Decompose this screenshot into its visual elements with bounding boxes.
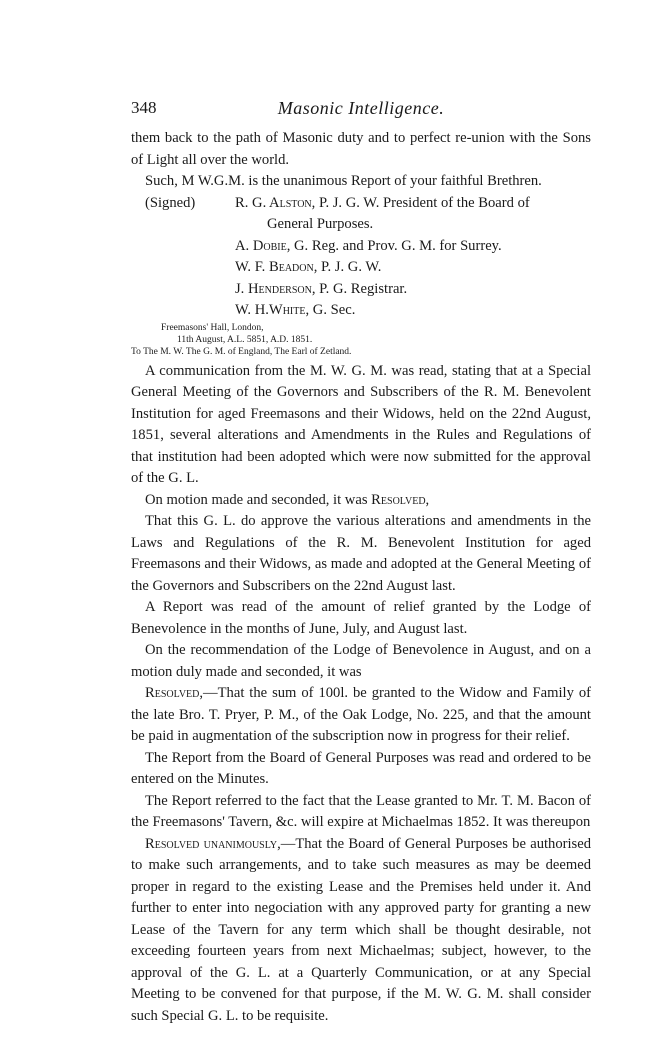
- resolution-text: —That the Board of General Purposes be authorised to make such arrangements, and to take such measures as may be deemed proper in regard to the existing Lease and the Premises held under it. And further to enter into negociation with any approved party for granting a new Lease of the Tavern for any term which shall be thought desirable, not exceeding fourteen years from next Michaelmas; subject, however, to the approval of the G. L. at a Quarterly Communication, or at any Special Meeting to be convened for that purpose, if the M. W. G. M. shall consider such Special G. L. to be requisite.: [131, 835, 592, 1024]
- address-line: Freemasons' Hall, London,: [161, 322, 264, 333]
- page-body: [131, 128, 591, 1027]
- paragraph-motion: [131, 490, 591, 512]
- signed-label: (Signed): [145, 194, 196, 211]
- signatory-name: W. H.White,: [235, 302, 310, 318]
- signature-line: [235, 300, 591, 322]
- paragraph-recommendation: On the recommendation of the Lodge of Benevolence in August, and on a motion duly made and seconded, it was: [131, 642, 591, 680]
- resolution-text: —That the sum of 100l. be granted to the Widow and Family of the late Bro. T. Pryer, P. M., of the Oak Lodge, No. 225, and that the amount be paid in augmentation of the subscription now in progress for their relief.: [131, 685, 591, 744]
- signature-line: [235, 279, 591, 301]
- paragraph-report: Such, M W.G.M. is the unanimous Report of your faithful Brethren.: [145, 173, 542, 189]
- signature-block: [131, 193, 591, 322]
- signatory-title: P. J. G. W. President of the Board of: [318, 194, 530, 211]
- signatory-name: R. G. Alston,: [235, 194, 316, 211]
- resolved-label: Resolved,: [145, 685, 204, 701]
- motion-text: On motion made and seconded, it was: [145, 491, 368, 508]
- signatory-name: W. F. Beadon,: [235, 259, 318, 275]
- signatory-title: P. G. Registrar.: [319, 280, 408, 297]
- signatory-title: G. Sec.: [312, 302, 356, 318]
- paragraph-relief: A Report was read of the amount of relief granted by the Lodge of Benevolence in the months of June, July, and August last.: [131, 599, 591, 637]
- signatory-title: General Purposes.: [267, 216, 374, 232]
- page-number: 348: [131, 98, 157, 117]
- paragraph-communication: A communication from the M. W. G. M. was read, stating that at a Special General Meeting of the Governors and Subscribers of the R. M. Benevolent Institution for aged Freemasons and their Widows, held on the 22nd August, 1851, several alterations and Amendments in the Rules and Regulations of that institution had been adopted which were now submitted for the approval of the G. L.: [131, 362, 591, 486]
- signatory-name: A. Dobie,: [235, 237, 291, 254]
- signatory-title: G. Reg. and Prov. G. M. for Surrey.: [294, 237, 502, 254]
- paragraph-approve: That this G. L. do approve the various alterations and amendments in the Laws and Regulations of the R. M. Benevolent Institution for aged Freemasons and their Widows, as made and adopted at the General Meeting of the Governors and Subscribers on the 22nd August last.: [131, 513, 591, 594]
- signature-list: [235, 193, 591, 322]
- address-recipient: To The M. W. The G. M. of England, The Earl of Zetland.: [131, 346, 352, 357]
- signature-line: [235, 193, 591, 215]
- running-title: Masonic Intelligence.: [277, 98, 445, 118]
- signature-line: [235, 236, 591, 258]
- paragraph-resolved-pryer: [131, 683, 591, 748]
- paragraph-lease: The Report referred to the fact that the Lease granted to Mr. T. M. Bacon of the Freemasons' Tavern, &c. will expire at Michaelmas 1852. It was thereupon: [131, 792, 591, 830]
- signature-line: [235, 257, 591, 279]
- signatory-title: P. J. G. W.: [321, 259, 382, 275]
- page-header: [131, 98, 591, 122]
- paragraph-resolved-unanimously: [131, 834, 591, 1028]
- signatory-name: J. Henderson,: [235, 280, 316, 297]
- paragraph-intro: them back to the path of Masonic duty and to perfect re-union with the Sons of Light all over the world.: [131, 130, 591, 168]
- signature-line: [235, 214, 591, 236]
- resolved-label: Resolved,: [371, 491, 430, 508]
- address-date: 11th August, A.L. 5851, A.D. 1851.: [177, 334, 313, 345]
- resolved-label: Resolved unanimously,: [145, 835, 281, 852]
- paragraph-board-report: The Report from the Board of General Purposes was read and ordered to be entered on the Minutes.: [131, 749, 591, 787]
